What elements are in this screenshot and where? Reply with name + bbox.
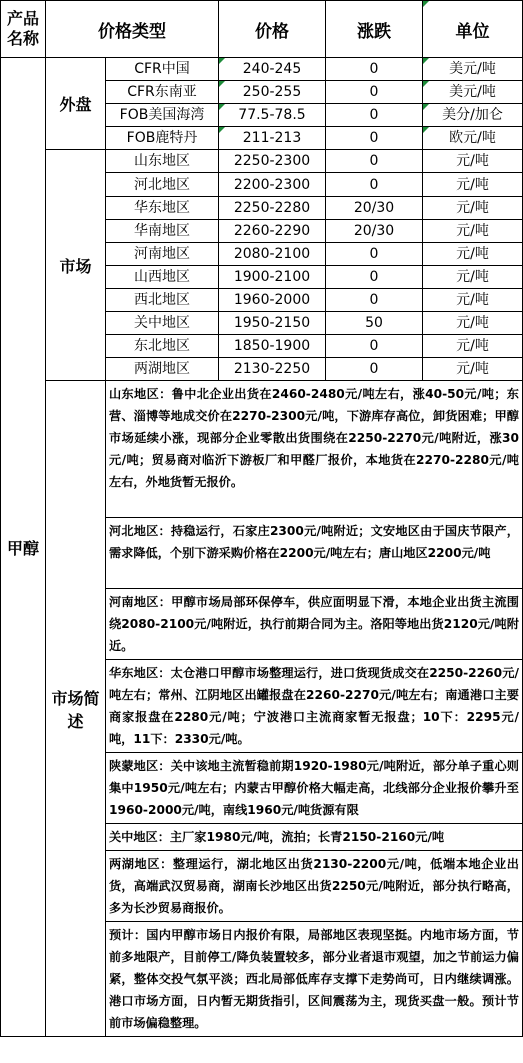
unit-cell: 元/吨 — [423, 219, 523, 242]
unit-cell: 元/吨 — [423, 196, 523, 219]
price-type-cell: 两湖地区 — [106, 358, 219, 381]
price-cell: 1960-2000 — [219, 288, 326, 311]
unit-cell: 美分/加仑 — [423, 104, 523, 127]
unit-cell: 元/吨 — [423, 335, 523, 358]
price-cell: 2200-2300 — [219, 173, 326, 196]
narrative-text: 山东地区：鲁中北企业出货在2460-2480元/吨左右，涨40-50元/吨；东营、淄博等地成交价在2270-2300元/吨，下游库存高位，卸货困难；甲醇市场延续小涨，现部分企业零散出货围绕在2250-2270元/吨附近，涨30元/吨；贸易商对临沂下游板厂和甲醛厂报价，本地货在2270-2280元/吨左右，外地货暂无报价。 — [106, 381, 523, 518]
change-cell: 0 — [326, 127, 423, 150]
price-type-cell: 华南地区 — [106, 219, 219, 242]
table-row — [1, 150, 523, 173]
product-name-cell: 甲醇 — [1, 58, 46, 1037]
table-row — [1, 58, 523, 81]
change-cell: 20/30 — [326, 219, 423, 242]
price-type-cell: 河北地区 — [106, 173, 219, 196]
unit-cell: 元/吨 — [423, 265, 523, 288]
price-type-cell: 河南地区 — [106, 242, 219, 265]
unit-cell: 元/吨 — [423, 312, 523, 335]
header-change: 涨跌 — [326, 1, 423, 58]
unit-cell: 美元/吨 — [423, 58, 523, 81]
narrative-text: 关中地区：主厂家1980元/吨，流拍；长青2150-2160元/吨 — [106, 824, 523, 851]
price-type-cell: FOB鹿特丹 — [106, 127, 219, 150]
narrative-text: 河北地区：持稳运行，石家庄2300元/吨附近；文安地区由于国庆节限产，需求降低，个别下游采购价格在2200元/吨左右；唐山地区2200元/吨 — [106, 518, 523, 589]
narrative-row — [1, 381, 523, 518]
unit-cell: 欧元/吨 — [423, 127, 523, 150]
change-cell: 50 — [326, 312, 423, 335]
header-type: 价格类型 — [46, 1, 219, 58]
change-cell: 0 — [326, 58, 423, 81]
price-cell: 2130-2250 — [219, 358, 326, 381]
header-price: 价格 — [219, 1, 326, 58]
price-type-cell: 山西地区 — [106, 265, 219, 288]
change-cell: 0 — [326, 173, 423, 196]
unit-cell: 美元/吨 — [423, 81, 523, 104]
narrative-text: 华东地区：太仓港口甲醇市场整理运行，进口货现货成交在2250-2260元/吨左右；常州、江阴地区出罐报盘在2260-2270元/吨左右；南通港口主要商家报盘在2280元/吨；宁波港口主流商家暂无报盘；10下：2295元/吨，11下：2330元/吨。 — [106, 660, 523, 753]
price-type-cell: 关中地区 — [106, 312, 219, 335]
unit-cell: 元/吨 — [423, 288, 523, 311]
change-cell: 0 — [326, 358, 423, 381]
price-type-cell: 山东地区 — [106, 150, 219, 173]
price-cell: 250-255 — [219, 81, 326, 104]
price-cell: 77.5-78.5 — [219, 104, 326, 127]
price-type-cell: CFR东南亚 — [106, 81, 219, 104]
narrative-text: 陕蒙地区：关中该地主流暂稳前期1920-1980元/吨附近，部分单子重心则集中1950元/吨左右；内蒙古甲醇价格大幅走高，北线部分企业报价攀升至1960-2000元/吨，南线1960元/吨货源有限 — [106, 753, 523, 824]
price-type-cell: CFR中国 — [106, 58, 219, 81]
price-cell: 1900-2100 — [219, 265, 326, 288]
price-type-cell: 华东地区 — [106, 196, 219, 219]
group-label-market: 市场 — [46, 150, 106, 381]
price-cell: 2250-2300 — [219, 150, 326, 173]
price-type-cell: 西北地区 — [106, 288, 219, 311]
price-cell: 1950-2150 — [219, 312, 326, 335]
change-cell: 0 — [326, 104, 423, 127]
price-cell: 2250-2280 — [219, 196, 326, 219]
change-cell: 0 — [326, 81, 423, 104]
unit-cell: 元/吨 — [423, 358, 523, 381]
header-row — [1, 1, 523, 58]
price-cell: 2260-2290 — [219, 219, 326, 242]
narrative-text: 预计：国内甲醇市场日内报价有限，局部地区表现坚挺。内地市场方面，节前多地限产，目前停工/降负装置较多，部分业者退市观望，加之节前运力偏紧，整体交投气氛平淡；西北局部低库存支撑下走势尚可，日内继续调涨。港口市场方面，日内暂无期货指引，区间震荡为主，现货买盘一般。预计节前市场偏稳整理。 — [106, 922, 523, 1037]
header-unit: 单位 — [423, 1, 523, 58]
group-label-brief: 市场简述 — [46, 381, 106, 1037]
change-cell: 0 — [326, 150, 423, 173]
price-cell: 240-245 — [219, 58, 326, 81]
change-cell: 0 — [326, 335, 423, 358]
price-type-cell: 东北地区 — [106, 335, 219, 358]
group-label-external: 外盘 — [46, 58, 106, 150]
narrative-text: 两湖地区：整理运行，湖北地区出货2130-2200元/吨，低端本地企业出货，高端武汉贸易商，湖南长沙地区出货2250元/吨附近，部分执行略高，多为长沙贸易商报价。 — [106, 851, 523, 922]
unit-cell: 元/吨 — [423, 242, 523, 265]
narrative-text: 河南地区：甲醇市场局部环保停车，供应面明显下滑，本地企业出货主流围绕2080-2100元/吨附近，执行前期合同为主。洛阳等地出货2120元/吨附近。 — [106, 589, 523, 660]
price-cell: 2080-2100 — [219, 242, 326, 265]
change-cell: 20/30 — [326, 196, 423, 219]
change-cell: 0 — [326, 265, 423, 288]
price-cell: 211-213 — [219, 127, 326, 150]
change-cell: 0 — [326, 242, 423, 265]
price-type-cell: FOB美国海湾 — [106, 104, 219, 127]
price-cell: 1850-1900 — [219, 335, 326, 358]
unit-cell: 元/吨 — [423, 150, 523, 173]
change-cell: 0 — [326, 288, 423, 311]
unit-cell: 元/吨 — [423, 173, 523, 196]
header-product: 产品名称 — [1, 1, 46, 58]
